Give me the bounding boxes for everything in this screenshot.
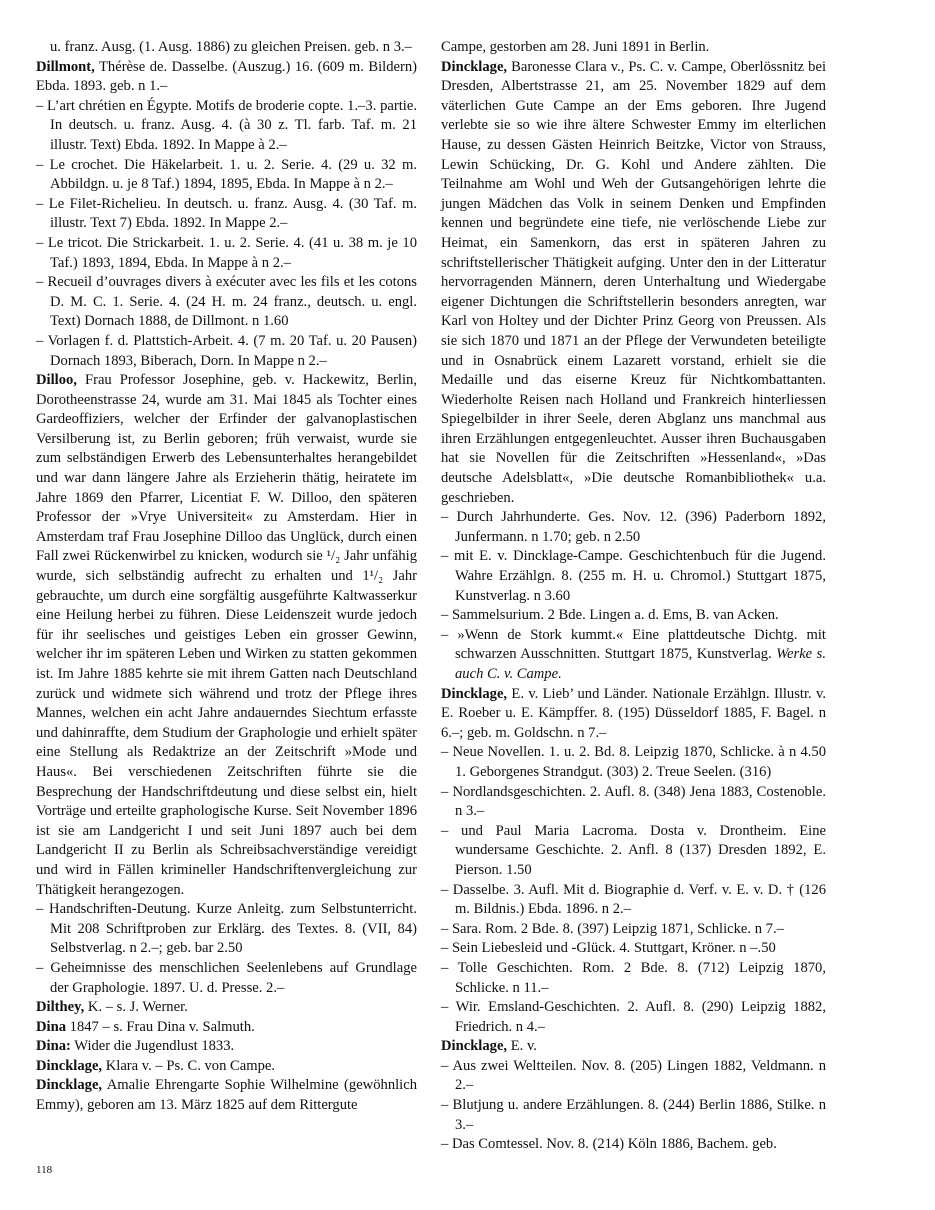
- dictionary-entry: [36, 58, 417, 97]
- dictionary-entry: [36, 1037, 417, 1057]
- sub-entry: [441, 626, 826, 685]
- entry-headword: Dilthey,: [36, 999, 85, 1016]
- entry-headword: Dincklage,: [36, 1077, 103, 1094]
- sub-entry: [36, 273, 417, 332]
- sub-entry: [441, 920, 826, 940]
- sub-entry: [36, 234, 417, 273]
- sub-entry: [441, 998, 826, 1037]
- entry-text: – Neue Novellen. 1. u. 2. Bd. 8. Leipzig 1870, Schlicke. à n 4.50 1. Geborgenes Strandgut. (303) 2. Treue Seelen. (316): [441, 744, 826, 780]
- entry-text: – Tolle Geschichten. Rom. 2 Bde. 8. (712) Leipzig 1870, Schlicke. n 11.–: [441, 959, 826, 996]
- continued-text: [36, 38, 417, 58]
- entry-text: 1847 – s. Frau Dina v. Salmuth.: [66, 1018, 255, 1035]
- page-number: 118: [36, 1164, 53, 1176]
- entry-text: Amalie Ehrengarte Sophie Wilhelmine (gewöhnlich Emmy), geboren am 13. März 1825 auf dem Rittergute: [36, 1077, 417, 1114]
- dictionary-entry: [441, 58, 826, 509]
- sub-entry: [441, 743, 826, 782]
- entry-text: – Vorlagen f. d. Plattstich-Arbeit. 4. (7 m. 20 Taf. u. 20 Pausen) Dornach 1893, Biberach, Dorn. In Mappe n 2.–: [36, 332, 417, 369]
- entry-text: Baronesse Clara v., Ps. C. v. Campe, Oberlössnitz bei Dresden, Albertstrasse 21, am 25. November 1829 auf dem väterlichen Gute Campe an der Ems geboren. Ihre Jugend verlebte sie so wie ihre ältere Schwester Emmy im elterlichen Hause, zu dessen Gästen Heinrich Beitzke, Victor von Strauss, Lewin Schücking, Dr. G. Kohl und Andere zählten. Die Teilnahme am Wohl und Weh der Gutsangehörigen lehrte die jungen Mädchen das Volk in seinem Denken und Empfinden kennen und begründete eine tiefe, nie verlöschende Liebe zur Heimat, ein Samenkorn, das erst in späteren Jahren zu schriftstellerischer Thätigkeit aufging. Unter den in der Litteratur hervorragenden Männern, deren Unterhaltung und Wiedergabe eigener Dichtungen die Schriftstellerin besonders anregten, war Karl von Holtey und der Dichter Prinz Georg von Preussen. Als sie sich 1870 und 1871 an der Pflege der Verwundeten beteiligte und in Osnabrück einem Lazarett vorstand, erhielt sie die Medaille und das eiserne Kreuz für Nichtkombattanten. Wiederholte Reisen nach Holland und Frankreich hinterliessen Spiegelbilder in ihrer Seele, deren Abglanz uns manchmal aus ihren Erzählungen entgegenleuchtet. Ausser ihren Buchausgaben hat sie Novellen für die Zeitschriften »Hessenland«, »Das deutsche Adelsblatt«, »Die deutsche Romanbibliothek« u.a. geschrieben.: [441, 58, 826, 506]
- sub-entry: [441, 606, 826, 626]
- entry-text: – Le crochet. Die Häkelarbeit. 1. u. 2. Serie. 4. (29 u. 32 m. Abbildgn. u. je 8 Taf.) 1894, 1895, Ebda. In Mappe à n 2.–: [36, 156, 417, 193]
- entry-text: E. v. Lieb’ und Länder. Nationale Erzählgn. Illustr. v. E. Roeber u. E. Kämpffer. 8. (195) Düsseldorf 1885, F. Bagel. n 6.–; geb. m. Goldschn. n 7.–: [441, 685, 826, 741]
- entry-text: – Blutjung u. andere Erzählungen. 8. (244) Berlin 1886, Stilke. n 3.–: [441, 1097, 826, 1133]
- sub-entry: [441, 783, 826, 822]
- sub-entry: [441, 881, 826, 920]
- entry-headword: Dincklage,: [36, 1057, 103, 1074]
- entry-text: – Durch Jahrhunderte. Ges. Nov. 12. (396) Paderborn 1892, Junfermann. n 1.70; geb. n 2.50: [441, 509, 826, 545]
- entry-text: Campe, gestorben am 28. Juni 1891 in Berlin.: [441, 39, 710, 55]
- sub-entry: [441, 1135, 826, 1155]
- entry-text: – Das Comtessel. Nov. 8. (214) Köln 1886, Bachem. geb.: [441, 1136, 777, 1153]
- cross-reference: Werke s. auch C. v. Campe.: [455, 646, 826, 682]
- sub-entry: [36, 156, 417, 195]
- entry-text: – Geheimnisse des menschlichen Seelenlebens auf Grundlage der Graphologie. 1897. U. d. Presse. 2.–: [36, 959, 417, 996]
- entry-text: – Dasselbe. 3. Aufl. Mit d. Biographie d. Verf. v. E. v. D. † (126 m. Bildnis.) Ebda. 1896. n 2.–: [441, 881, 826, 918]
- dictionary-entry: [36, 998, 417, 1018]
- entry-headword: Dina: [36, 1018, 67, 1035]
- entry-text: – und Paul Maria Lacroma. Dosta v. Drontheim. Eine wundersame Geschichte. 2. Anfl. 8 (137) Dresden 1892, E. Pierson. 1.50: [441, 822, 826, 878]
- dictionary-entry: [36, 1057, 417, 1077]
- entry-headword: Dincklage,: [441, 58, 508, 75]
- left-column: [36, 38, 417, 1116]
- entry-text: – Le Filet-Richelieu. In deutsch. u. franz. Ausg. 4. (30 Taf. m. illustr. Text 7) Ebda. 1892. In Mappe 2.–: [36, 195, 417, 232]
- sub-entry: [441, 1057, 826, 1096]
- sub-entry: [441, 822, 826, 881]
- dictionary-entry: [441, 685, 826, 744]
- dictionary-entry: [36, 1018, 417, 1038]
- entry-headword: Dillmont,: [36, 58, 95, 75]
- sub-entry: [36, 97, 417, 156]
- sub-entry: [441, 1096, 826, 1135]
- entry-text: Thérèse de. Dasselbe. (Auszug.) 16. (609 m. Bildern) Ebda. 1893. geb. n 1.–: [36, 58, 417, 95]
- dictionary-entry: [441, 1037, 826, 1057]
- entry-text: – Sammelsurium. 2 Bde. Lingen a. d. Ems, B. van Acken.: [441, 607, 779, 624]
- entry-text: – Le tricot. Die Strickarbeit. 1. u. 2. Serie. 4. (41 u. 38 m. je 10 Taf.) 1893, 1894, Ebda. In Mappe à n 2.–: [36, 234, 417, 271]
- sub-entry: [36, 959, 417, 998]
- entry-text: – Recueil d’ouvrages divers à exécuter avec les fils et les cotons D. M. C. 1. Serie. 4. (24 H. m. 24 franz., deutsch. u. engl. Text) Dornach 1888, de Dillmont. n 1.60: [36, 274, 417, 330]
- sub-entry: [441, 547, 826, 606]
- sub-entry: [441, 508, 826, 547]
- entry-text: – Aus zwei Weltteilen. Nov. 8. (205) Lingen 1882, Veldmann. n 2.–: [441, 1057, 826, 1094]
- entry-text: Wider die Jugendlust 1833.: [70, 1038, 235, 1055]
- entry-text: u. franz. Ausg. (1. Ausg. 1886) zu gleichen Preisen. geb. n 3.–: [50, 39, 412, 55]
- entry-text: – Sein Liebesleid und -Glück. 4. Stuttgart, Kröner. n –.50: [441, 940, 776, 957]
- entry-text: – Sara. Rom. 2 Bde. 8. (397) Leipzig 1871, Schlicke. n 7.–: [441, 920, 784, 937]
- entry-text: – Wir. Emsland-Geschichten. 2. Aufl. 8. (290) Leipzig 1882, Friedrich. n 4.–: [441, 999, 826, 1035]
- dictionary-entry: [36, 371, 417, 900]
- sub-entry: [441, 959, 826, 998]
- entry-text: Frau Professor Josephine, geb. v. Hackewitz, Berlin, Dorotheenstrasse 24, wurde am 31. Mai 1845 als Tochter eines Gardeoffiziers, welcher der Erfinder der galvanoplastischen Versilberung ist, zu Berlin geboren; früh verwaist, wurde sie zum selbständigen Erwerb des Lebensunterhaltes herangebildet und war dann längere Jahre als Erzieherin thätig, heiratete im Jahre 1869 den Pfarrer, Licentiat F. W. Dilloo, den späteren Professor der »Vrye Universiteit« zu Amsterdam. Hier in Amsterdam traf Frau Josephine Dilloo das Unglück, durch einen Fall zwei Rückenwirbel zu knicken, wodurch sie ¹/₂ Jahr unfähig wurde, sich selbständig aufrecht zu erhalten und 1¹/₂ Jahr gebrauchte, um durch eine sorgfältig ausgeführte Kaltwasserkur eine Heilung herbei zu führen. Diese Leidenszeit wurde jedoch für ihr seelisches und geistiges Leben ein grosser Gewinn, welcher ihr im späteren Leben und Wirken zu statten gekommen ist. Im Jahre 1885 kehrte sie mit ihrem Gatten nach Deutschland zurück und widmete sich während und trotz der Pflege ihres Mannes, welchen ein acht Jahre andauerndes Siechtum erfasste und dahinraffte, dem Studium der Graphologie und erhielt später eine Stellung als Redaktrize an der Zeitschrift »Mode und Haus«. Bei verschiedenen Zeitschriften führte sie die Besprechung der Handschriftdeutung und diese selbst ein, hielt Vorträge und erteilte graphologische Kurse. Seit November 1896 ist sie am Landgericht I und seit Juni 1897 auch bei dem Landgericht II zu Berlin als Schreibsachverständige vereidigt und wird in Fällen krimineller Handschriftenvergleichung zur Thätigkeit herangezogen.: [36, 372, 417, 898]
- entry-headword: Dincklage,: [441, 1038, 508, 1055]
- entry-headword: Dina:: [36, 1038, 71, 1055]
- sub-entry: [36, 332, 417, 371]
- entry-text: K. – s. J. Werner.: [84, 999, 188, 1016]
- entry-headword: Dilloo,: [36, 372, 77, 389]
- sub-entry: [441, 939, 826, 959]
- entry-text: – L’art chrétien en Égypte. Motifs de broderie copte. 1.–3. partie. In deutsch. u. franz. Ausg. 4. (à 30 z. Tl. farb. Taf. m. 21 illustr. Text) Ebda. 1892. In Mappe à 2.–: [36, 97, 417, 153]
- entry-text: E. v.: [507, 1038, 537, 1055]
- continued-text: [441, 38, 826, 58]
- right-column: [441, 38, 826, 1155]
- sub-entry: [36, 195, 417, 234]
- entry-headword: Dincklage,: [441, 685, 508, 702]
- entry-text: – »Wenn de Stork kummt.« Eine plattdeutsche Dichtg. mit schwarzen Ausschnitten. Stuttgart 1875, Kunstverlag.: [441, 626, 826, 663]
- entry-text: – Nordlandsgeschichten. 2. Aufl. 8. (348) Jena 1883, Costenoble. n 3.–: [441, 783, 826, 820]
- entry-text: Klara v. – Ps. C. von Campe.: [102, 1057, 276, 1074]
- entry-text: – mit E. v. Dincklage-Campe. Geschichtenbuch für die Jugend. Wahre Erzählgn. 8. (255 m. H. u. Chromol.) Stuttgart 1875, Kunstverlag. n 3.60: [441, 548, 826, 604]
- dictionary-entry: [36, 1076, 417, 1115]
- sub-entry: [36, 900, 417, 959]
- entry-text: – Handschriften-Deutung. Kurze Anleitg. zum Selbstunterricht. Mit 208 Schriftproben zur Erklärg. des Textes. 8. (VII, 84) Selbstverlag. n 2.–; geb. bar 2.50: [36, 901, 417, 957]
